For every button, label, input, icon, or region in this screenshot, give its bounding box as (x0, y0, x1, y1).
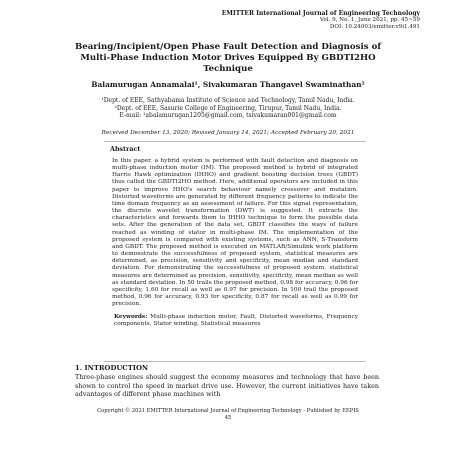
author-list: Balamurugan Annamalai¹, Sivakumaran Thangavel Swaminathan² (91, 80, 365, 89)
copyright-notice: Copyright © 2021 EMITTER International Journal of Engineering Technology - Published by EEPIS (97, 408, 359, 414)
journal-doi: DOI: 10.24003/emitter.v9i1.491 (329, 24, 420, 31)
affiliations (60, 97, 396, 120)
page-number: 45 (224, 415, 232, 421)
paper-title: Bearing/Incipient/Open Phase Fault Detection and Diagnosis of Multi-Phase Induction Motor Drives Equipped By GBDTI2HO Technique (74, 42, 382, 74)
abstract-box (104, 141, 366, 362)
journal-volume: Vol. 9, No. 1, June 2021, pp. 45~59 (319, 17, 420, 24)
affiliation-2: ²Dept. of EEE, Sasurie College of Engineering, Tirupur, Tamil Nadu, India. (114, 104, 342, 112)
author-emails: E-mail: ¹abalamurugan1205@gmail.com, tsivakumaran001@gmail.com (119, 112, 337, 120)
introduction-text: Three-phase engines should suggest the economy measures and technology that have been shown to control the speed in market drive use. However, the current initiatives have taken advantages of different phase machines with (75, 373, 379, 399)
page-footer (60, 408, 396, 422)
abstract-heading: Abstract (110, 145, 141, 153)
affiliation-1: ¹Dept. of EEE, Sathyabama Institute of Science and Technology, Tamil Nadu, India. (101, 97, 355, 104)
section-heading-introduction: 1. INTRODUCTION (75, 364, 149, 372)
journal-name: EMITTER International Journal of Engineering Technology (221, 10, 420, 17)
keywords-label: Keywords: (114, 314, 148, 321)
abstract-text: In this paper, a hybrid system is performed with fault detection and diagnosis on multi-phase induction motor (IM). The proposed method is hybrid of integrated Harris Hawk optimization (IHHO) and gradient boosting decision trees (GBDT) thus called the GBDTI2HO method. Here, additional operators are included in this paper to improve HHO's search behaviour namely crossover and mutation. Distorted waveforms are generated by different frequency patterns to indicate the time domain frequency as an assessment of failure. For this signal representation, the discrete wavelet transformation (DWT) is suggested. It extracts the characteristics and forwards them to IHHO technique to form the possible data sets. After the generation of the data set, GBDT classifies the ways of failure reached as winding of stator in multi-phase IM. The implementation of the proposed system is compared with existing systems, such as ANN, S-Transform and GBDT. The proposed method is executed on MATLAB/Simulink work platform to demonstrate the successfulness of proposed system, statistical measures are determined, as precision, sensitivity and specificity, mean median and standard deviation. For demonstrating the successfulness of proposed system, statistical measures are determined as precision, sensitivity, specificity, mean median as well as standard deviation. In 50 trails the proposed method, 0.98 for accuracy, 0.96 for specificity, 1.60 for recall as well as 0.97 for precision. In 100 trail the proposed method, 0.96 for accuracy, 0.93 for specificity, 0.87 for recall as well as 0.99 for precision. (112, 158, 358, 308)
keywords (114, 314, 358, 328)
keywords-list: Multi-phase induction motor, Fault, Distorted waveforms, Frequency components, Stator winding, Statistical measures (114, 314, 358, 328)
journal-header (222, 10, 420, 32)
received-dates: Received December 13, 2020; Revised January 14, 2021; Accepted February 20, 2021 (101, 130, 355, 136)
